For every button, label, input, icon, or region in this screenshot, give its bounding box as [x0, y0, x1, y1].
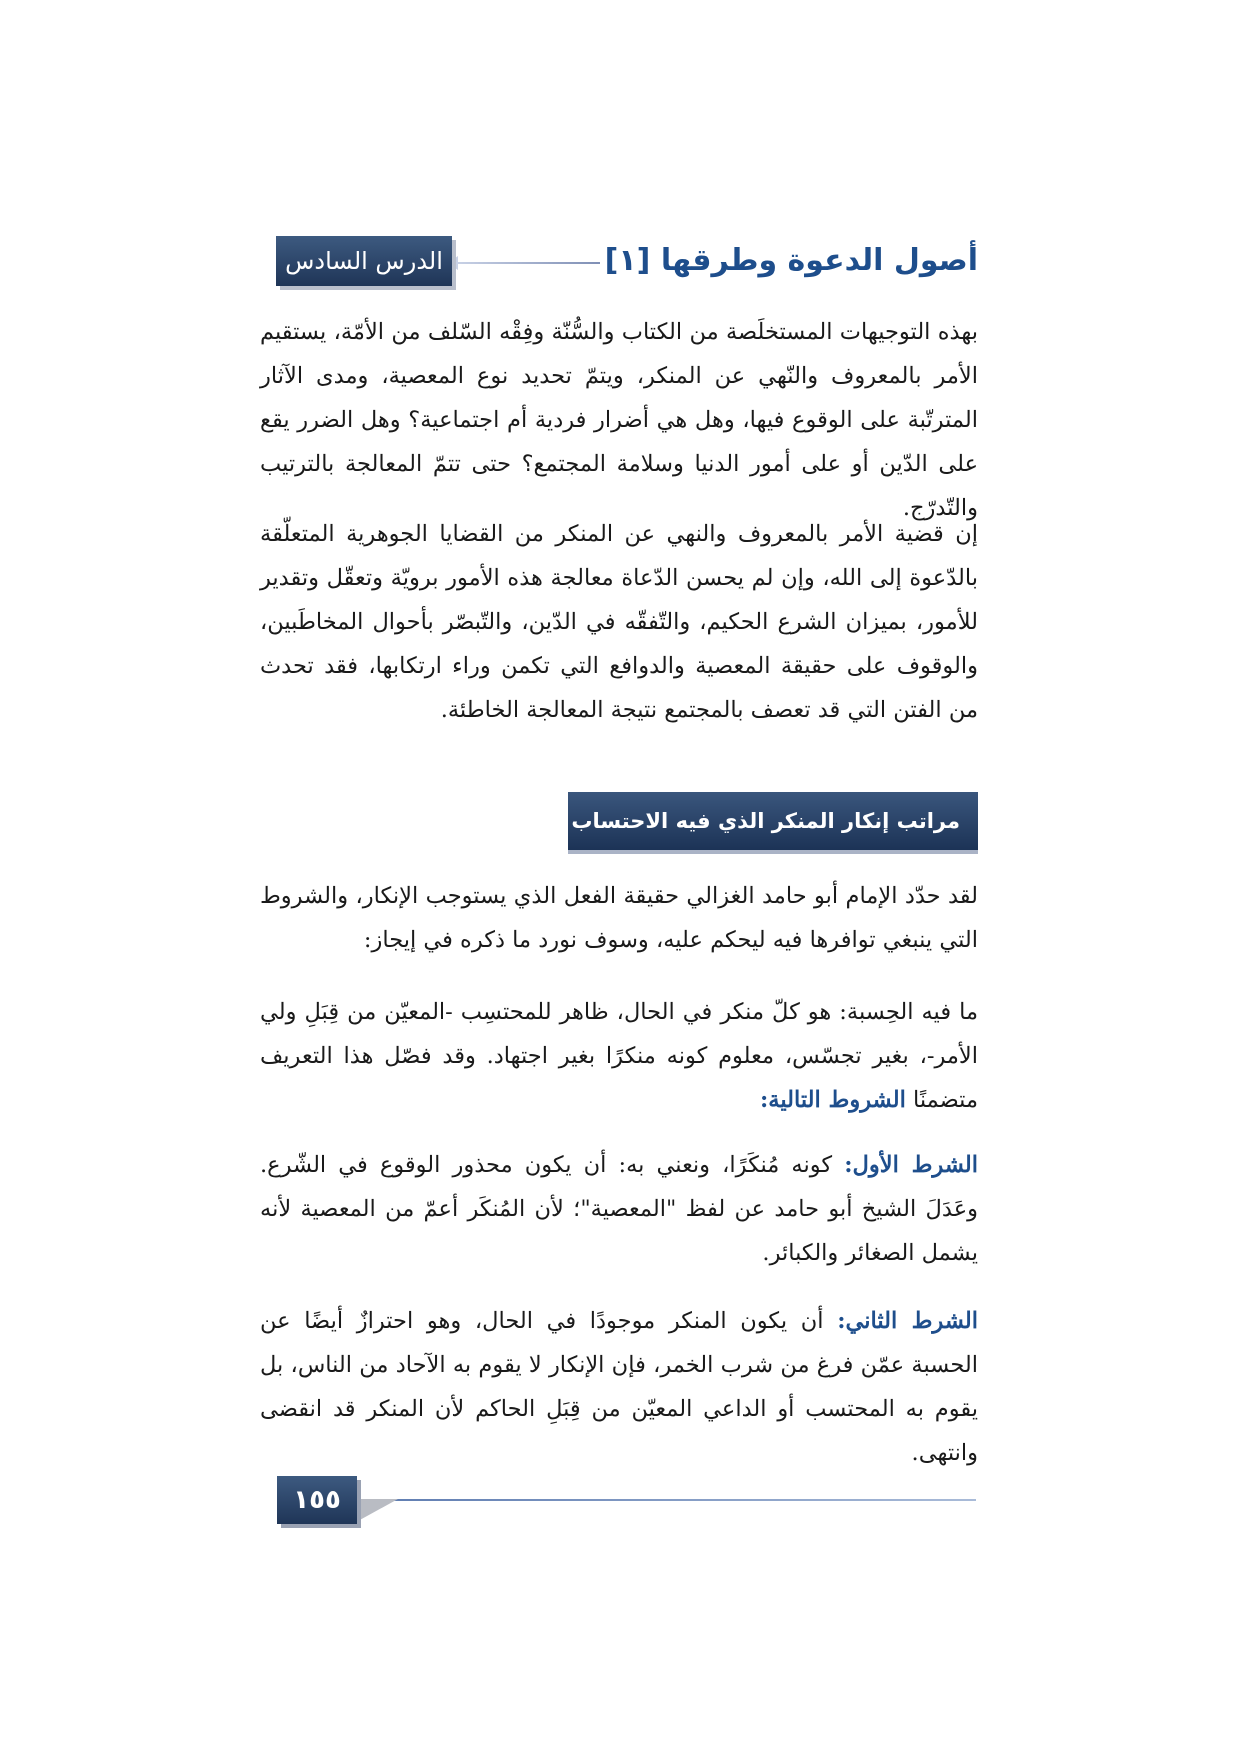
chapter-title: أصول الدعوة وطرقها [١]: [604, 243, 978, 278]
condition-1: [260, 1143, 978, 1275]
condition-1-label: الشرط الأول:: [844, 1152, 979, 1178]
paragraph-1: بهذه التوجيهات المستخلَصة من الكتاب والسُّنّة وفِقْه السّلف من الأمّة، يستقيم الأمر بالمعروف والنّهي عن المنكر، ويتمّ تحديد نوع المعصية، ومدى الآثار المترتّبة على الوقوع فيها، وهل هي أضرار فردية أم اجتماعية؟ وهل الضرر يقع على الدّين أو على أمور الدنيا وسلامة المجتمع؟ حتى تتمّ المعالجة بالترتيب والتّدرّج.: [260, 319, 978, 521]
condition-2-label: الشرط الثاني:: [837, 1308, 979, 1334]
condition-2-text: أن يكون المنكر موجودًا في الحال، وهو احترازٌ أيضًا عن الحسبة عمّن فرغ من شرب الخمر، فإن الإنكار لا يقوم به الآحاد من الناس، بل يقوم به المحتسب أو الداعي المعيّن من قِبَلِ الحاكم لأن المنكر قد انقضى وانتهى.: [260, 1308, 978, 1466]
paragraph-2: إن قضية الأمر بالمعروف والنهي عن المنكر من القضايا الجوهرية المتعلّقة بالدّعوة إلى الله، وإن لم يحسن الدّعاة معالجة هذه الأمور برويّة وتعقّل وتقدير للأمور، بميزان الشرع الحكيم، والتّفقّه في الدّين، والتّبصّر بأحوال المخاطَبين، والوقوف على حقيقة المعصية والدوافع التي تكمن وراء ارتكابها، فقد تحدث من الفتن التي قد تعصف بالمجتمع نتيجة المعالجة الخاطئة.: [260, 521, 978, 723]
footer-divider: [358, 1499, 976, 1501]
section-heading: مراتب إنكار المنكر الذي فيه الاحتساب: [568, 792, 978, 850]
header-divider: [455, 262, 600, 264]
definition-text: ما فيه الحِسبة: هو كلّ منكر في الحال، ظاهر للمحتسِب -المعيّن من قِبَلِ ولي الأمر-، بغير تجسّس، معلوم كونه منكرًا بغير اجتهاد. وقد فصّل هذا التعريف متضمنًا: [260, 999, 978, 1113]
section-intro: لقد حدّد الإمام أبو حامد الغزالي حقيقة الفعل الذي يستوجب الإنكار، والشروط التي ينبغي توافرها فيه ليحكم عليه، وسوف نورد ما ذكره في إيجاز:: [260, 883, 978, 953]
footer-divider-wedge: [358, 1499, 398, 1521]
page-number: ١٥٥: [277, 1476, 357, 1524]
lesson-badge: الدرس السادس: [276, 236, 452, 286]
condition-1-text: كونه مُنكَرًا، ونعني به: أن يكون محذور الوقوع في الشّرع. وعَدَلَ الشيخ أبو حامد عن لفظ "المعصية"؛ لأن المُنكَر أعمّ من المعصية لأنه يشمل الصغائر والكبائر.: [260, 1152, 978, 1266]
definition-paragraph: [260, 990, 978, 1122]
definition-highlight: الشروط التالية:: [759, 1087, 906, 1113]
condition-2: [260, 1299, 978, 1475]
